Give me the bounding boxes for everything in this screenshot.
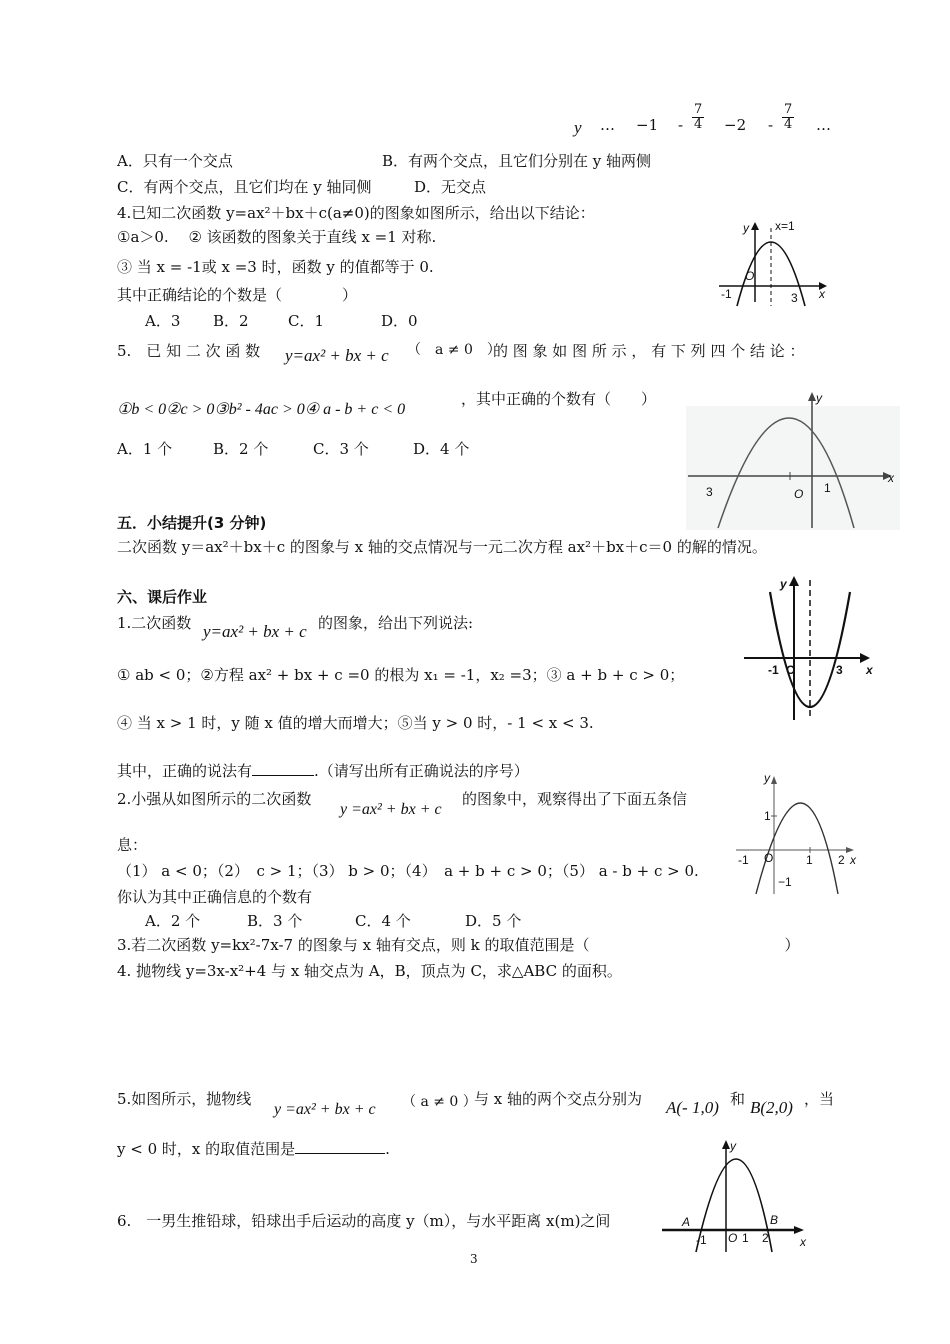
hw2-option-b: B．3 个 <box>247 912 303 930</box>
page-number: 3 <box>470 1252 478 1266</box>
q4-x-label: x <box>819 287 825 301</box>
hw6-question: 6. 一男生推铅球，铅球出手后运动的高度 y（m），与水平距离 x(m)之间 <box>117 1212 611 1230</box>
hw2-formula: y =ax² + bx + c <box>340 801 442 818</box>
hw5-point-a: A(- 1,0) <box>666 1098 719 1117</box>
q4-stem: 4.已知二次函数 y=ax²＋bx＋c(a≠0)的图象如图所示，给出以下结论： <box>117 204 595 222</box>
q4-y-label: y <box>743 221 749 235</box>
hw2-two-label: 2 <box>838 853 845 867</box>
hw5-and: 和 <box>730 1090 746 1108</box>
table-value-neg1: −1 <box>636 116 659 134</box>
hw2-y-arrow-icon <box>771 776 777 784</box>
q5-option-c: C．3 个 <box>313 440 369 458</box>
hw1-neg1-label: -1 <box>768 663 779 677</box>
hw5-y-label: y <box>730 1139 736 1153</box>
hw1-statements-1: ① ab < 0；②方程 ax² + bx + c =0 的根为 x₁ = -1，x₂ =3；③ a + b + c > 0； <box>117 666 685 684</box>
hw1-formula: y=ax² + bx + c <box>203 622 307 641</box>
q4-origin-label: O <box>745 269 755 283</box>
q5-option-d: D．4 个 <box>413 440 470 458</box>
hw5-parabola-figure <box>660 1136 810 1254</box>
q4-option-d: D．0 <box>381 312 418 330</box>
table-ellipsis-2: … <box>816 116 831 134</box>
hw1-question <box>117 762 529 780</box>
q4-option-b: B．2 <box>213 312 249 330</box>
table-minus-1: - <box>678 116 684 134</box>
hw1-parabola-figure <box>738 572 878 722</box>
q5-origin-label: O <box>794 487 804 501</box>
q5-one-label: 1 <box>824 481 831 495</box>
table-y-label: y <box>574 118 582 137</box>
hw5-question <box>117 1140 390 1158</box>
q5-x-label: x <box>888 471 894 485</box>
hw2-stem-cont: 息： <box>117 836 148 854</box>
hw1-parabola <box>770 592 850 707</box>
hw5-stem-pre: 5.如图所示，抛物线 <box>117 1090 252 1108</box>
hw1-x-arrow-icon <box>860 653 870 663</box>
hw5-y-arrow-icon <box>722 1140 730 1149</box>
q4-statement-3: ③ 当 x = -1或 x =3 时，函数 y 的值都等于 0. <box>117 258 434 276</box>
hw5-one-label: 1 <box>742 1231 749 1245</box>
hw5-question-pre: y < 0 时，x 的取值范围是 <box>117 1140 296 1158</box>
hw2-option-d: D．5 个 <box>465 912 522 930</box>
q5-figure-background <box>686 406 900 530</box>
q3-option-b: B．有两个交点，且它们分别在 y 轴两侧 <box>382 152 652 170</box>
table-fraction-2: $\frac{7}{4}$ <box>784 102 793 133</box>
hw2-items: （1） a < 0；（2） c > 1；（3） b > 0；（4） a + b + c > 0；（5） a - b + c > 0. <box>117 862 699 880</box>
hw1-y-arrow-icon <box>789 576 799 586</box>
hw1-stem-pre: 1.二次函数 <box>117 614 192 632</box>
hw5-x-arrow-icon <box>794 1226 804 1234</box>
hw2-stem-pre: 2.小强从如图所示的二次函数 <box>117 790 312 808</box>
hw2-question: 你认为其中正确信息的个数有 <box>117 888 313 906</box>
q3-option-a: A．只有一个交点 <box>117 152 233 170</box>
section-5-body: 二次函数 y＝ax²＋bx＋c 的图象与 x 轴的交点情况与一元二次方程 ax²＋bx＋c＝0 的解的情况。 <box>117 538 767 556</box>
hw2-parabola-figure <box>732 770 868 898</box>
table-ellipsis-1: … <box>600 116 615 134</box>
q4-line-label: x=1 <box>775 219 795 233</box>
q4-option-c: C．1 <box>288 312 325 330</box>
hw4-question: 4. 抛物线 y=3x-x²+4 与 x 轴交点为 A，B，顶点为 C，求△ABC 的面积。 <box>117 962 622 980</box>
hw1-answer-blank[interactable] <box>252 775 314 776</box>
q4-y-arrow-icon <box>751 222 759 230</box>
table-fraction-1: $\frac{7}{4}$ <box>694 102 703 133</box>
hw2-x-label: x <box>850 853 856 867</box>
hw2-stem-post: 的图象中，观察得出了下面五条信 <box>462 790 688 808</box>
q5-parabola-figure <box>686 388 900 530</box>
hw2-neg1-x-label: -1 <box>738 853 749 867</box>
q4-option-a: A．3 <box>145 312 181 330</box>
hw5-origin-label: O <box>728 1231 738 1245</box>
hw5-condition: （ a ≠ 0 ） <box>402 1094 477 1110</box>
hw1-y-label: y <box>780 577 787 591</box>
table-minus-2: - <box>768 116 774 134</box>
q3-option-c: C．有两个交点，且它们均在 y 轴同侧 <box>117 178 372 196</box>
section-6-title: 六、课后作业 <box>117 588 208 606</box>
hw1-stem-post: 的图象，给出下列说法: <box>318 614 474 632</box>
hw5-point-b: B(2,0) <box>750 1098 793 1117</box>
hw5-question-post: . <box>385 1140 390 1158</box>
hw2-one-x-label: 1 <box>806 853 813 867</box>
hw2-y-label: y <box>764 771 770 785</box>
q5-stem-post: 的 图 象 如 图 所 示 ， 有 下 列 四 个 结 论 ： <box>493 342 805 360</box>
hw5-stem-end: ，当 <box>804 1090 835 1108</box>
table-value-neg2: −2 <box>724 116 747 134</box>
hw5-two-label: 2 <box>762 1231 769 1245</box>
hw2-origin-label: O <box>764 851 774 865</box>
q4-statement-1-2: ①a＞0. ② 该函数的图象关于直线 x =1 对称. <box>117 228 437 246</box>
q5-formula: y=ax² + bx + c <box>285 346 389 365</box>
q4-neg1-label: -1 <box>721 287 732 301</box>
hw5-b-label: B <box>770 1213 779 1227</box>
hw2-option-c: C．4 个 <box>355 912 411 930</box>
q5-condition: （ a ≠ 0 ） <box>407 342 501 358</box>
hw3-question: 3.若二次函数 y=kx²-7x-7 的图象与 x 轴有交点，则 k 的取值范围是（ ） <box>117 936 800 954</box>
q3-option-d: D．无交点 <box>414 178 487 196</box>
hw5-neg1-label: -1 <box>696 1233 707 1247</box>
q4-parabola-figure <box>715 218 835 310</box>
q4-three-label: 3 <box>791 291 798 305</box>
hw1-statements-2: ④ 当 x > 1 时，y 随 x 值的增大而增大；⑤当 y > 0 时，- 1 < x < 3. <box>117 714 594 732</box>
q4-question: 其中正确结论的个数是（ ） <box>117 286 358 304</box>
section-5-title: 五．小结提升(3 分钟) <box>117 514 267 532</box>
q5-option-a: A．1 个 <box>117 440 173 458</box>
q5-y-arrow-icon <box>808 392 816 401</box>
hw1-x-label: x <box>866 663 873 677</box>
hw5-answer-blank[interactable] <box>295 1153 385 1154</box>
q5-three-label: 3 <box>706 485 713 499</box>
q5-stem-pre: 5. 已 知 二 次 函 数 <box>117 342 261 360</box>
hw1-question-pre: 其中，正确的说法有 <box>117 762 253 780</box>
hw5-a-label: A <box>682 1215 691 1229</box>
hw5-stem-mid: 与 x 轴的两个交点分别为 <box>474 1090 642 1108</box>
hw1-three-label: 3 <box>836 663 843 677</box>
hw1-question-post: .（请写出所有正确说法的序号） <box>314 762 529 780</box>
q5-y-label: y <box>816 391 822 405</box>
hw2-neg1-y-label: −1 <box>778 875 792 889</box>
hw2-option-a: A．2 个 <box>145 912 201 930</box>
q5-conditions: ①b < 0②c > 0③b² - 4ac > 0④ a - b + c < 0 <box>117 401 406 418</box>
q5-option-b: B．2 个 <box>213 440 269 458</box>
hw1-origin-label: O <box>786 663 796 677</box>
hw5-x-label: x <box>800 1235 806 1249</box>
q5-question-tail: ，其中正确的个数有（ ） <box>461 390 657 408</box>
hw5-formula: y =ax² + bx + c <box>274 1101 376 1118</box>
hw2-one-y-label: 1 <box>764 809 771 823</box>
